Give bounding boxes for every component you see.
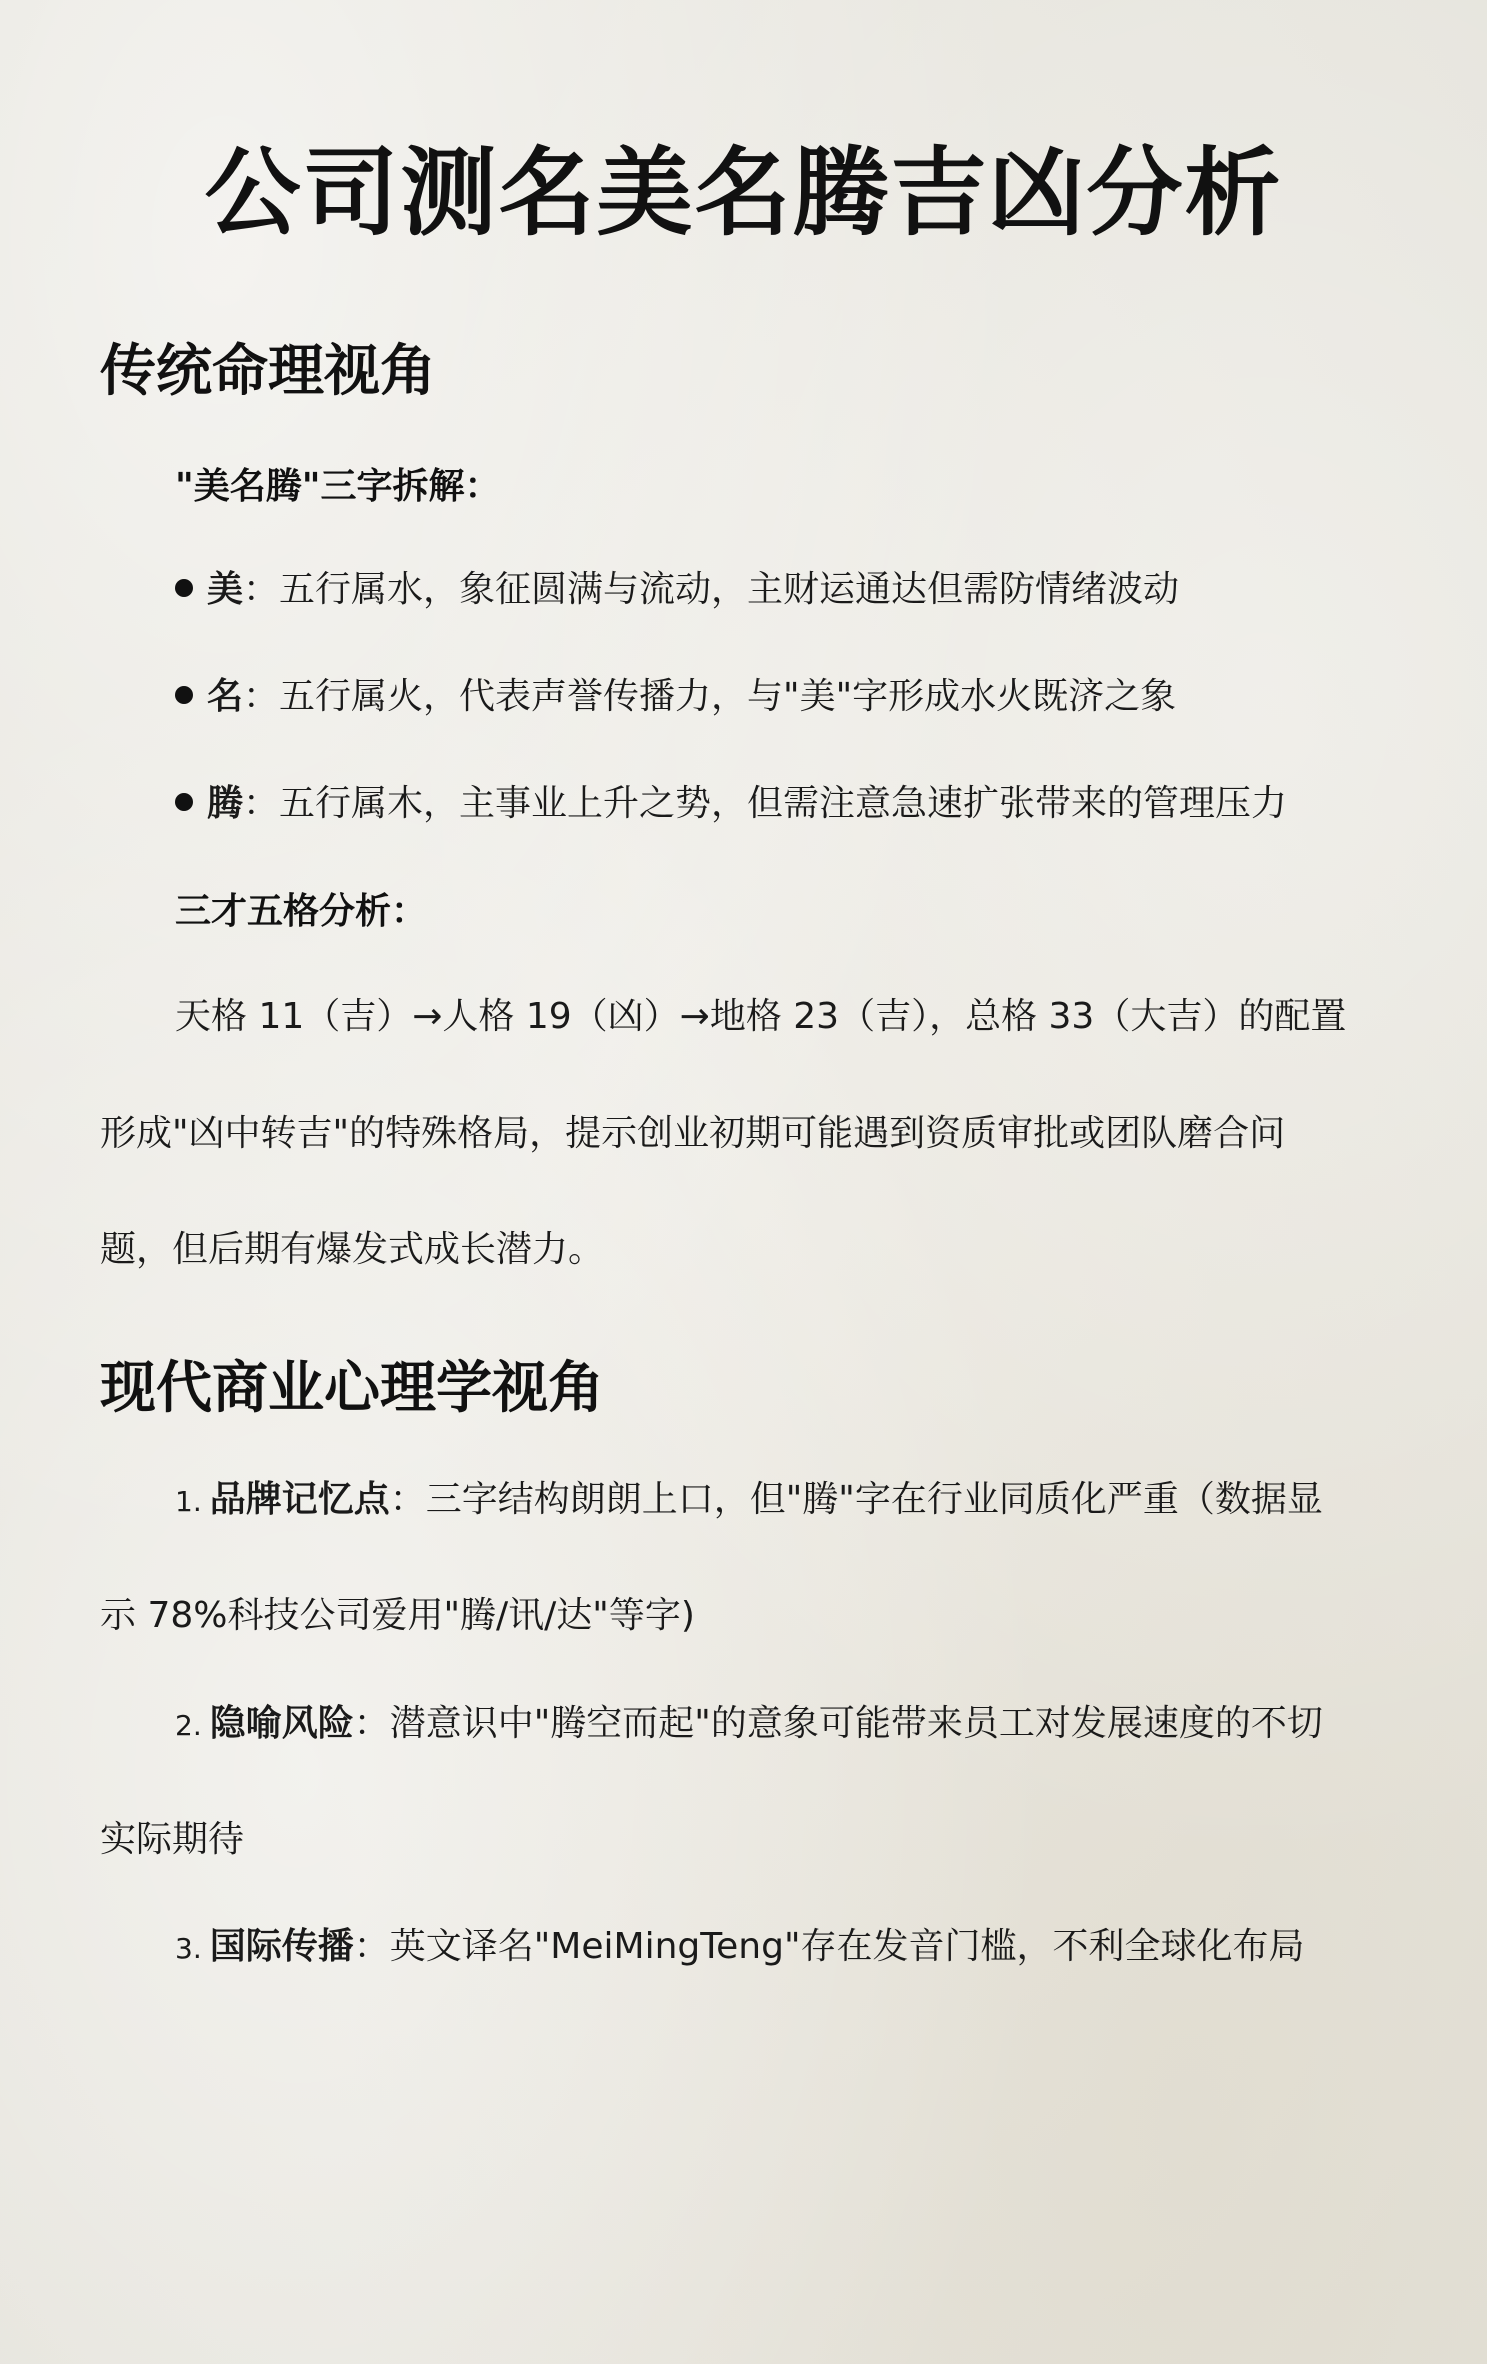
page-title: 公司测名美名腾吉凶分析 [204, 137, 1283, 249]
numbered-item-intl-spread [175, 1925, 1305, 1968]
subheading-char-breakdown: "美名腾"三字拆解： [175, 466, 501, 507]
subheading-sancai-wuge: 三才五格分析： [175, 891, 428, 932]
bullet-item-ming [175, 675, 1176, 718]
item-number: 2. [175, 1709, 202, 1742]
bullet-item-teng [175, 782, 1287, 825]
bullet-term: 名 [207, 676, 244, 717]
item-continuation-line: 示 78%科技公司爱用"腾/讯/达"等字) [100, 1595, 695, 1636]
bullet-dot-icon [175, 579, 193, 597]
item-term: 国际传播 [209, 1926, 354, 1967]
bullet-text: 五行属水，象征圆满与流动，主财运通达但需防情绪波动 [279, 569, 1180, 610]
item-text: 三字结构朗朗上口，但"腾"字在行业同质化严重（数据显 [425, 1479, 1323, 1520]
item-separator: ： [353, 1703, 390, 1744]
paragraph-line: 形成"凶中转吉"的特殊格局，提示创业初期可能遇到资质审批或团队磨合问 [100, 1113, 1286, 1154]
item-separator: ： [353, 1926, 390, 1967]
bullet-separator: ： [243, 569, 280, 610]
item-number: 1. [175, 1485, 202, 1518]
bullet-text: 五行属木，主事业上升之势，但需注意急速扩张带来的管理压力 [279, 783, 1288, 824]
paragraph-line: 题，但后期有爆发式成长潜力。 [100, 1229, 605, 1270]
numbered-item-metaphor-risk [175, 1702, 1323, 1745]
section-heading-traditional: 传统命理视角 [100, 339, 436, 404]
item-term: 品牌记忆点 [209, 1479, 390, 1520]
bullet-separator: ： [243, 676, 280, 717]
section-heading-modern: 现代商业心理学视角 [100, 1356, 604, 1421]
bullet-term: 美 [207, 569, 244, 610]
item-text: 英文译名"MeiMingTeng"存在发音门槛，不利全球化布局 [389, 1926, 1305, 1967]
paragraph-line: 天格 11（吉）→人格 19（凶）→地格 23（吉），总格 33（大吉）的配置 [175, 996, 1347, 1037]
bullet-dot-icon [175, 793, 193, 811]
bullet-text: 五行属火，代表声誉传播力，与"美"字形成水火既济之象 [279, 676, 1177, 717]
item-separator: ： [389, 1479, 426, 1520]
bullet-dot-icon [175, 686, 193, 704]
item-number: 3. [175, 1932, 202, 1965]
bullet-item-mei [175, 568, 1179, 611]
bullet-separator: ： [243, 783, 280, 824]
numbered-item-brand-memory [175, 1478, 1323, 1521]
item-term: 隐喻风险 [209, 1703, 354, 1744]
item-continuation-line: 实际期待 [100, 1819, 245, 1860]
item-text: 潜意识中"腾空而起"的意象可能带来员工对发展速度的不切 [389, 1703, 1323, 1744]
bullet-term: 腾 [207, 783, 244, 824]
